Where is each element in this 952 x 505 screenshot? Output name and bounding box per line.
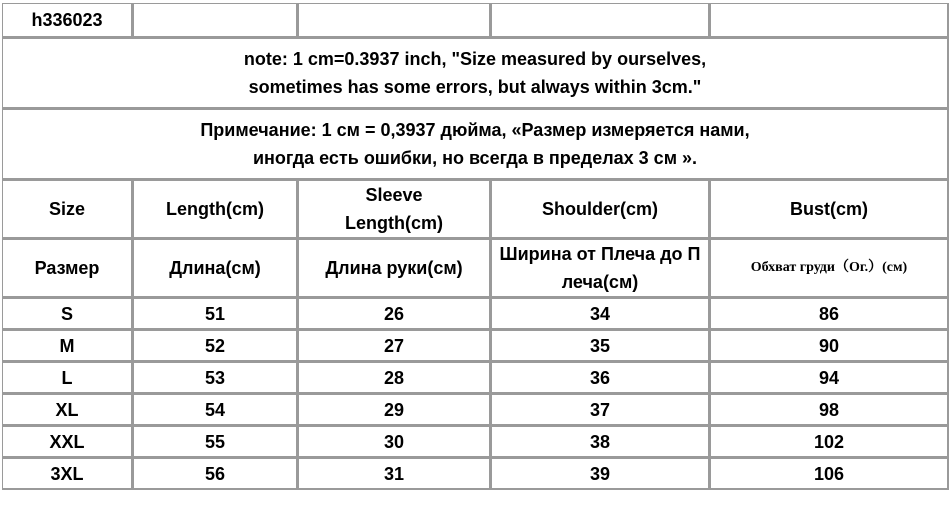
note-ru-row [2, 109, 949, 180]
bust-cell: 98 [710, 394, 949, 426]
size-cell: 3XL [2, 458, 133, 490]
bust-cell: 86 [710, 298, 949, 330]
sleeve-cell: 26 [298, 298, 491, 330]
empty-cell [710, 3, 949, 38]
size-cell: M [2, 330, 133, 362]
header-bust-ru: Обхват груди（Ог.）(см) [710, 239, 949, 298]
note-ru-line-1: Примечание: 1 см = 0,3937 дюйма, «Размер измеряется нами, [200, 120, 750, 140]
note-en-line-1: note: 1 cm=0.3937 inch, "Size measured by ourselves, [243, 49, 707, 69]
length-cell: 55 [133, 426, 298, 458]
header-size: Size [2, 180, 133, 239]
note-ru [2, 109, 949, 180]
length-cell: 54 [133, 394, 298, 426]
shoulder-cell: 38 [491, 426, 710, 458]
bust-cell: 90 [710, 330, 949, 362]
bust-cell: 94 [710, 362, 949, 394]
header-length: Length(cm) [133, 180, 298, 239]
note-en-row [2, 38, 949, 109]
sleeve-cell: 31 [298, 458, 491, 490]
header-shoulder: Shoulder(cm) [491, 180, 710, 239]
sleeve-cell: 27 [298, 330, 491, 362]
size-cell: XXL [2, 426, 133, 458]
sleeve-cell: 30 [298, 426, 491, 458]
header-row-en [2, 180, 949, 239]
table-row [2, 298, 949, 330]
shoulder-cell: 34 [491, 298, 710, 330]
shoulder-cell: 37 [491, 394, 710, 426]
length-cell: 56 [133, 458, 298, 490]
empty-cell [491, 3, 710, 38]
note-en [2, 38, 949, 109]
table-row [2, 330, 949, 362]
product-code: h336023 [2, 3, 133, 38]
shoulder-cell: 35 [491, 330, 710, 362]
header-length-ru: Длина(см) [133, 239, 298, 298]
bust-cell: 106 [710, 458, 949, 490]
empty-cell [133, 3, 298, 38]
length-cell: 51 [133, 298, 298, 330]
length-cell: 53 [133, 362, 298, 394]
note-ru-line-2: иногда есть ошибки, но всегда в пределах 3 см ». [252, 148, 698, 168]
header-size-ru: Размер [2, 239, 133, 298]
header-sleeve-length: Sleeve Length(cm) [298, 180, 491, 239]
header-shoulder-ru: Ширина от Плеча до Плеча(см) [491, 239, 710, 298]
size-cell: XL [2, 394, 133, 426]
size-chart-table [2, 3, 949, 490]
table-row [2, 426, 949, 458]
sleeve-cell: 28 [298, 362, 491, 394]
sleeve-cell: 29 [298, 394, 491, 426]
header-sleeve-length-ru: Длина руки(см) [298, 239, 491, 298]
bust-cell: 102 [710, 426, 949, 458]
shoulder-cell: 39 [491, 458, 710, 490]
size-cell: L [2, 362, 133, 394]
header-bust: Bust(cm) [710, 180, 949, 239]
empty-cell [298, 3, 491, 38]
table-row [2, 458, 949, 490]
table-row [2, 362, 949, 394]
note-en-line-2: sometimes has some errors, but always within 3cm." [248, 77, 702, 97]
size-cell: S [2, 298, 133, 330]
table-row [2, 394, 949, 426]
shoulder-cell: 36 [491, 362, 710, 394]
header-row-ru [2, 239, 949, 298]
length-cell: 52 [133, 330, 298, 362]
product-code-row [2, 3, 949, 38]
